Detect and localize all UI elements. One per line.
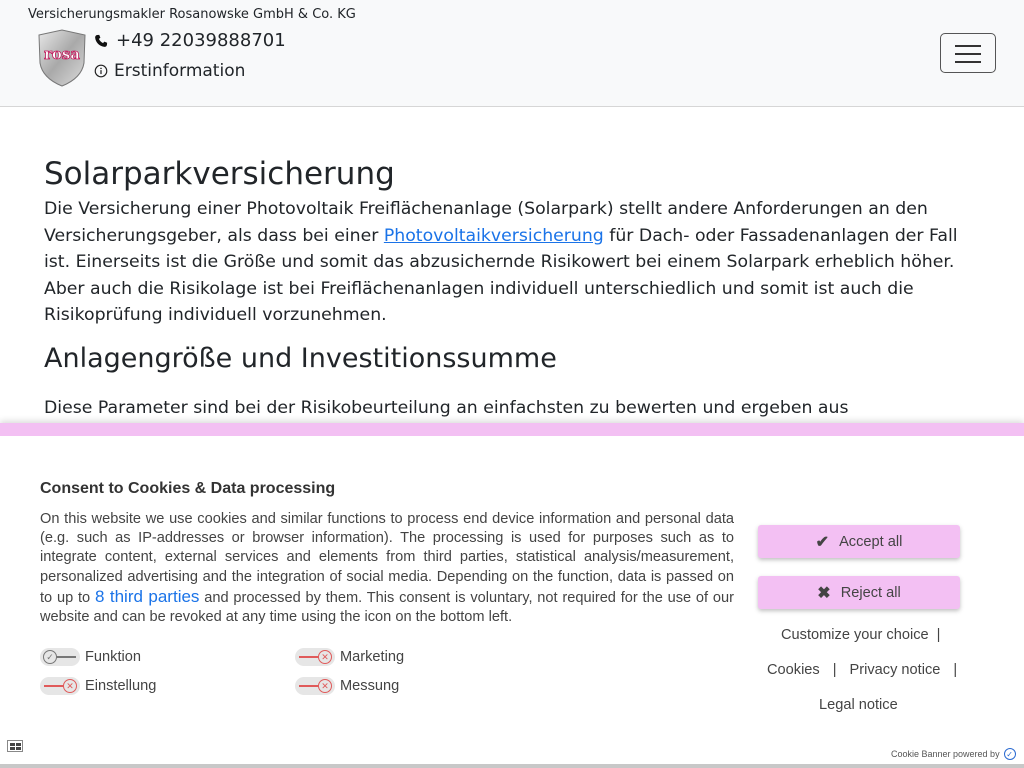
accept-all-label: Accept all	[839, 533, 903, 550]
phone-number: +49 22039888701	[116, 30, 286, 51]
page-title: Solarparkversicherung	[44, 156, 395, 192]
phone-icon	[94, 34, 108, 48]
cookie-description	[40, 510, 734, 627]
intro-text-end: für Dach- oder Fassadenanlagen der Fall ist. Einerseits ist die Größe und somit das abzusichernde Risikowert bei einem Solarpark erheblich höher. Aber auch die Risikolage ist bei Freiflächenanlagen individuell unterschiedlich und somit ist auch die Risikoprüfung individuell vorzunehmen.	[44, 225, 958, 325]
reject-all-label: Reject all	[840, 584, 901, 601]
section-title: Anlagengröße und Investitionssumme	[44, 342, 557, 374]
photovoltaik-link[interactable]: Photovoltaikversicherung	[383, 225, 604, 246]
legal-notice-link[interactable]: Legal notice	[819, 697, 898, 713]
powered-by[interactable]	[891, 748, 1016, 760]
switch-on-icon: ✓	[40, 648, 80, 666]
cookie-title: Consent to Cookies & Data processing	[40, 480, 336, 497]
switch-off-icon: ✕	[295, 677, 335, 695]
hamburger-icon-line	[955, 45, 981, 47]
erstinformation-label: Erstinformation	[114, 61, 246, 81]
separator: |	[832, 662, 837, 678]
separator: |	[953, 662, 958, 678]
rosa-logo[interactable]	[36, 29, 88, 87]
toggle-einstellung[interactable]	[40, 677, 156, 695]
customize-row	[781, 627, 948, 643]
switch-off-icon: ✕	[40, 677, 80, 695]
third-parties-link[interactable]: 8 third parties	[94, 586, 200, 606]
policy-row	[767, 662, 970, 678]
separator: |	[936, 627, 941, 643]
info-icon	[94, 64, 108, 78]
customize-choice-link[interactable]: Customize your choice	[781, 627, 929, 643]
cookie-text-end: and processed by them. This consent is voluntary, not required for the use of our website and can be revoked at any time using the icon on the bottom left.	[40, 589, 734, 626]
bottom-strip	[0, 764, 1024, 768]
checkmark-icon: ✔	[815, 533, 830, 551]
main-content	[44, 150, 984, 421]
toggle-funktion[interactable]	[40, 648, 141, 666]
toggle-marketing[interactable]	[295, 648, 404, 666]
toggle-label: Funktion	[85, 649, 141, 665]
legal-row	[819, 697, 898, 713]
logo-text: rosa	[43, 45, 81, 63]
cookie-text-start: On this website we use cookies and similar functions to process end device information and personal data (e.g. such as IP-addresses or browser information). The processing is used for purposes such as to integrate content, external services and elements from third parties, statistical analysis/measurement, personalized advertising and the integration of social media. Depending on the function, data is passed on to up to	[40, 511, 734, 606]
cookie-settings-icon[interactable]	[7, 740, 23, 752]
switch-off-icon: ✕	[295, 648, 335, 666]
intro-text-start: Die Versicherung einer Photovoltaik Freiflächenanlage (Solarpark) stellt andere Anforderungen an den Versicherungsgeber, als dass bei einer	[44, 199, 928, 246]
powered-by-text: Cookie Banner powered by	[891, 749, 1000, 759]
cookies-link[interactable]: Cookies	[767, 662, 820, 678]
menu-toggle-button[interactable]	[940, 33, 996, 73]
cookie-banner-topbar	[0, 423, 1024, 436]
hamburger-icon-line	[955, 53, 981, 55]
accept-all-button[interactable]	[758, 525, 960, 558]
shield-check-icon: ✓	[1004, 748, 1016, 760]
toggle-label: Marketing	[340, 649, 405, 665]
cookie-banner	[0, 423, 1024, 768]
intro-paragraph	[44, 196, 984, 329]
reject-all-button[interactable]	[758, 576, 960, 609]
close-icon: ✖	[817, 584, 831, 602]
toggle-label: Messung	[340, 678, 400, 694]
company-name: Versicherungsmakler Rosanowske GmbH & Co. KG	[28, 7, 356, 22]
toggle-label: Einstellung	[85, 678, 157, 694]
toggle-messung[interactable]	[295, 677, 399, 695]
phone-link[interactable]	[94, 30, 286, 51]
site-header	[0, 0, 1024, 107]
erstinformation-link[interactable]	[94, 61, 245, 81]
privacy-notice-link[interactable]: Privacy notice	[849, 662, 941, 678]
hamburger-icon-line	[955, 61, 981, 63]
section-paragraph: Diese Parameter sind bei der Risikobeurteilung an einfachsten zu bewerten und ergeben aus	[44, 397, 849, 418]
